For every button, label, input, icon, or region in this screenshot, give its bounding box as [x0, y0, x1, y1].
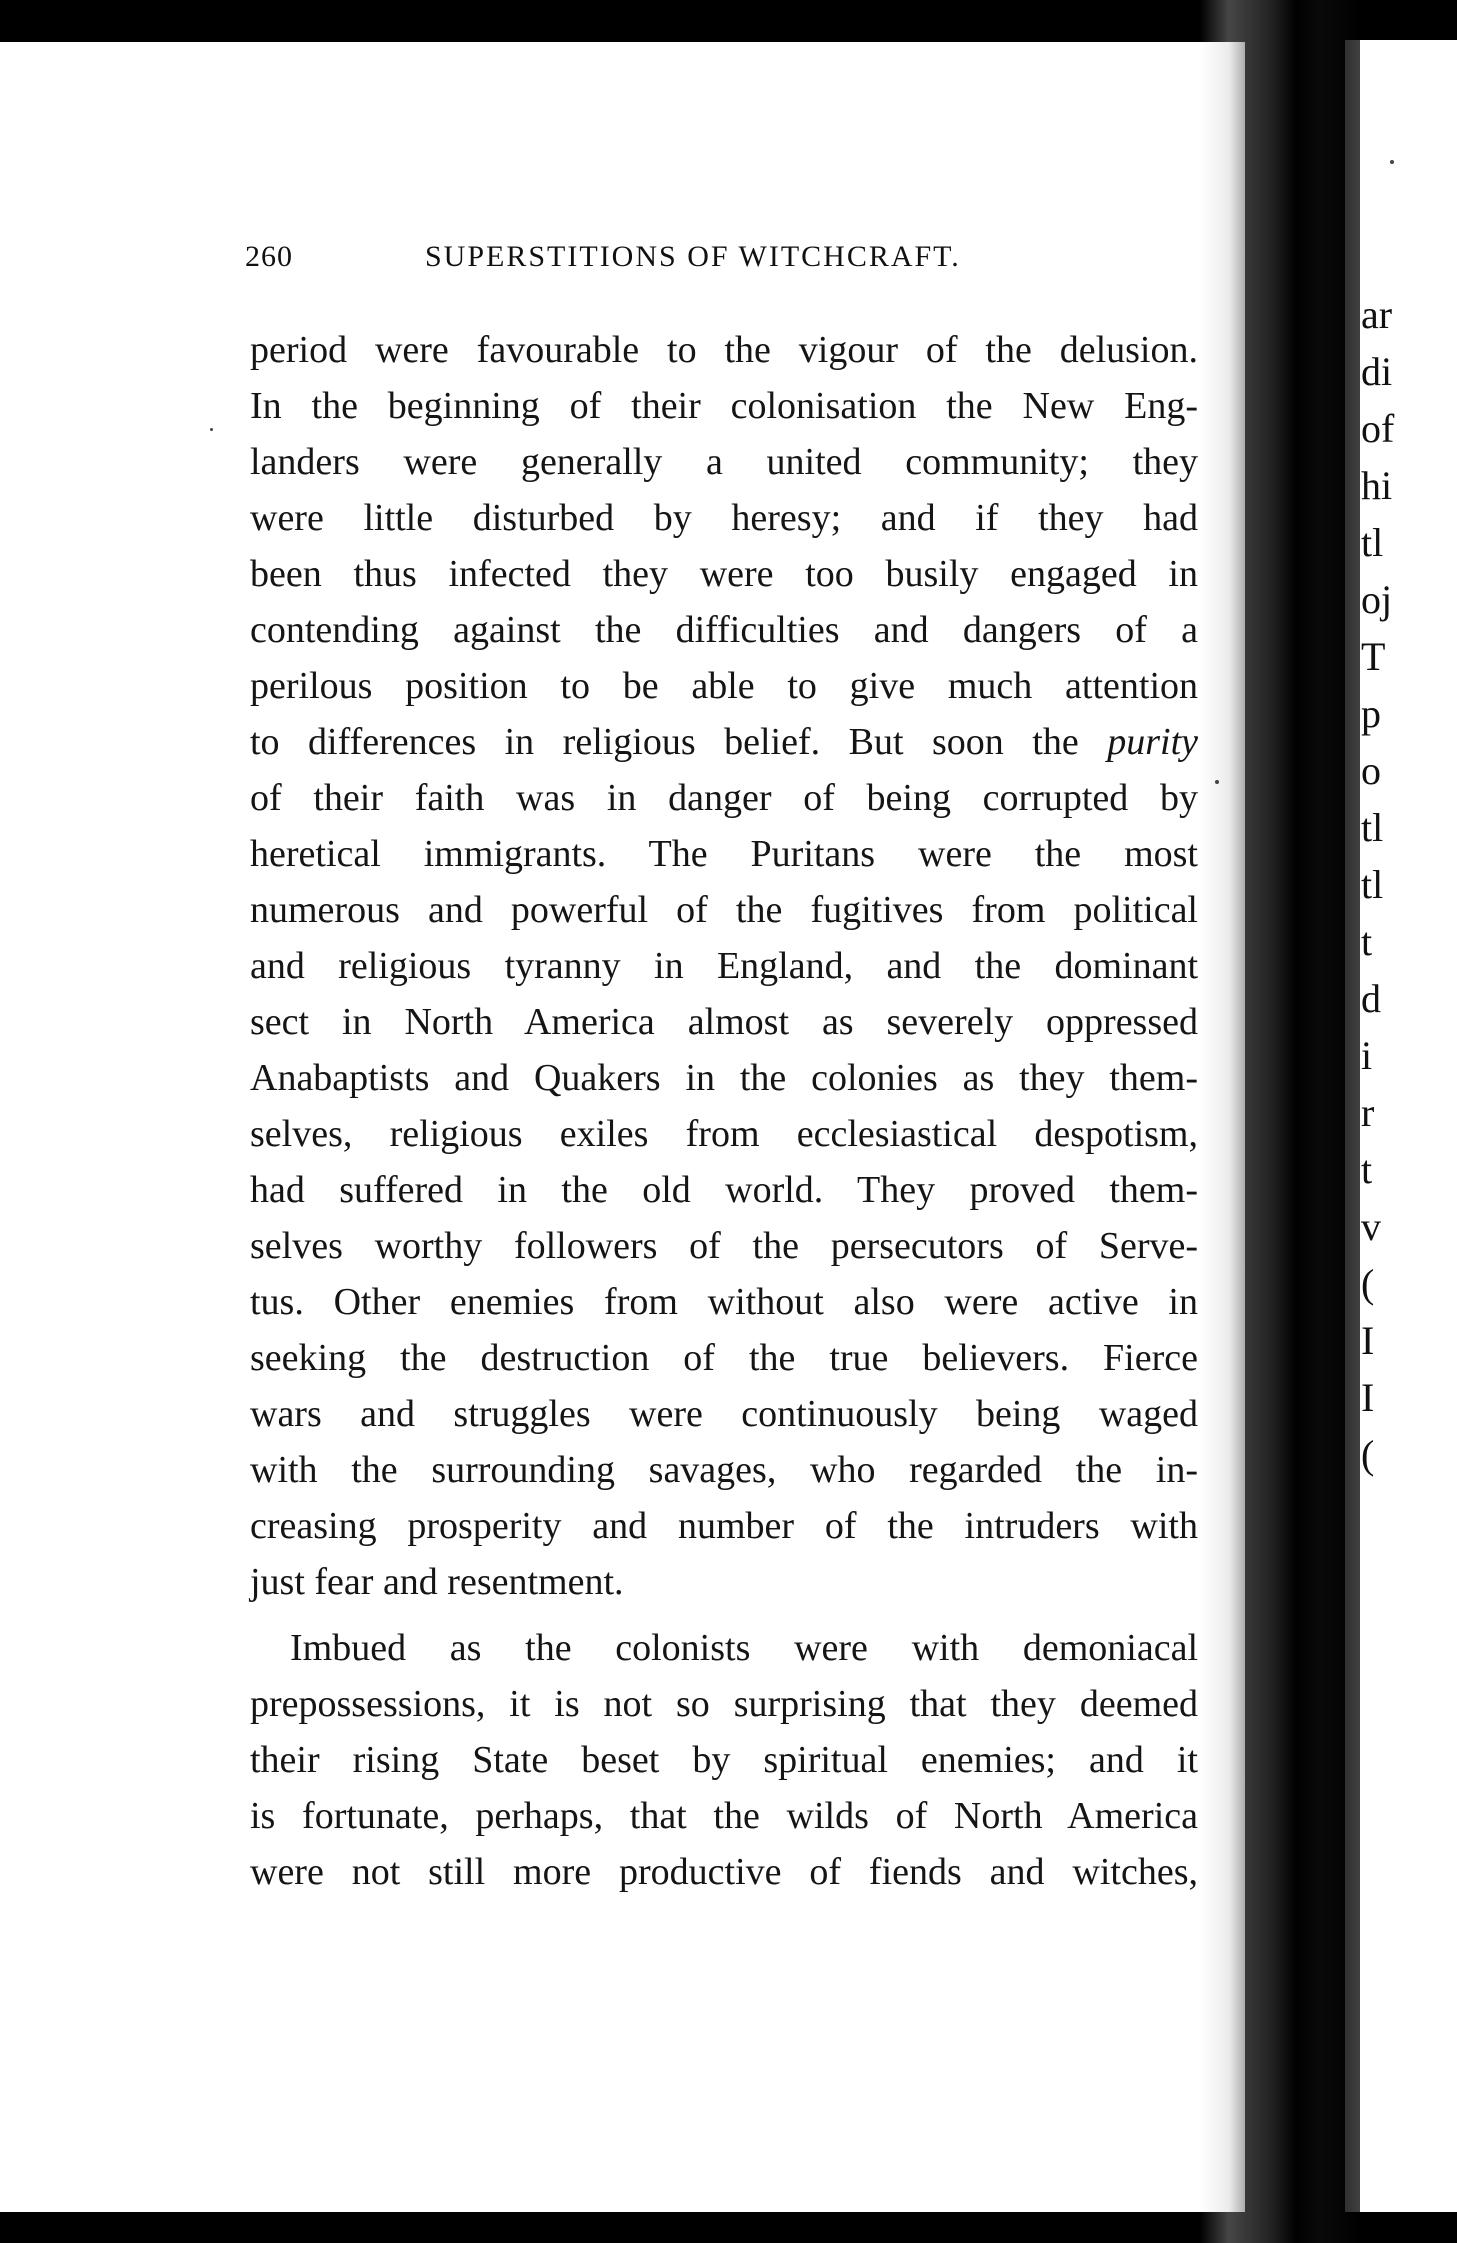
text-line: period were favourable to the vigour of the delusion. [250, 329, 1198, 371]
right-page-fragment: d [1361, 976, 1381, 1021]
right-page-fragment: t [1361, 919, 1373, 964]
book-gutter-shadow [1200, 0, 1360, 2243]
text-line: selves worthy followers of the persecutors of Serve- [250, 1225, 1198, 1267]
text-line: been thus infected they were too busily engaged in [250, 553, 1198, 595]
scan-speck [1390, 160, 1394, 164]
scan-speck [1215, 780, 1219, 784]
text-line: Imbued as the colonists were with demoniacal [290, 1627, 1198, 1669]
text-line: had suffered in the old world. They proved them- [250, 1169, 1198, 1211]
right-page-fragment: tl [1361, 805, 1384, 850]
text-line: Anabaptists and Quakers in the colonies as they them- [250, 1057, 1198, 1099]
text-line: numerous and powerful of the fugitives from political [250, 889, 1198, 931]
text-line: to differences in religious belief. But soon the purity [250, 721, 1198, 763]
text-line: perilous position to be able to give much attention [250, 665, 1198, 707]
right-page-fragment: ar [1361, 292, 1393, 337]
right-page-fragment: T [1361, 634, 1386, 679]
page-number: 260 [245, 240, 293, 273]
right-page-fragment: v [1361, 1204, 1381, 1249]
right-page-fragment: ( [1361, 1432, 1375, 1477]
right-page-fragment: hi [1361, 463, 1393, 508]
right-page-fragment: r [1361, 1090, 1375, 1135]
text-line: tus. Other enemies from without also were active in [250, 1281, 1198, 1323]
text-line: of their faith was in danger of being corrupted by [250, 777, 1198, 819]
italic-word: purity [1107, 721, 1198, 763]
text-line: heretical immigrants. The Puritans were the most [250, 833, 1198, 875]
right-page-edge [1345, 40, 1457, 2212]
right-page-fragment: o [1361, 748, 1381, 793]
text-line: were little disturbed by heresy; and if they had [250, 497, 1198, 539]
text-line: sect in North America almost as severely oppressed [250, 1001, 1198, 1043]
right-page-fragment: ( [1361, 1261, 1375, 1306]
right-page-fragment: p [1361, 691, 1381, 736]
text-line: just fear and resentment. [250, 1561, 624, 1603]
right-page-fragment: I [1361, 1375, 1375, 1420]
paragraph-gap [250, 1610, 1198, 1620]
right-page-fragment: t [1361, 1147, 1373, 1192]
text-line: prepossessions, it is not so surprising that they deemed [250, 1683, 1198, 1725]
text-line: selves, religious exiles from ecclesiastical despotism, [250, 1113, 1198, 1155]
text-line: creasing prosperity and number of the intruders with [250, 1505, 1198, 1547]
text-line: seeking the destruction of the true believers. Fierce [250, 1337, 1198, 1379]
text-line: is fortunate, perhaps, that the wilds of North America [250, 1795, 1198, 1837]
running-head: SUPERSTITIONS OF WITCHCRAFT. [425, 240, 961, 273]
text-line: contending against the difficulties and dangers of a [250, 609, 1198, 651]
right-page-fragment: i [1361, 1033, 1373, 1078]
text-line: with the surrounding savages, who regarded the in- [250, 1449, 1198, 1491]
text-line: were not still more productive of fiends and witches, [250, 1851, 1198, 1893]
text-line: landers were generally a united community; they [250, 441, 1198, 483]
text-line: In the beginning of their colonisation the New Eng- [250, 385, 1198, 427]
right-page-fragment: I [1361, 1318, 1375, 1363]
body-text [250, 322, 1198, 1900]
right-page-fragment: of [1361, 406, 1395, 451]
scan-speck [210, 428, 213, 431]
right-page-fragment: tl [1361, 862, 1384, 907]
paragraph-2 [250, 1620, 1198, 1900]
right-page-fragment: tl [1361, 520, 1384, 565]
paragraph-1 [250, 322, 1198, 1610]
text-line: wars and struggles were continuously being waged [250, 1393, 1198, 1435]
right-page-fragment: oj [1361, 577, 1393, 622]
text-line: their rising State beset by spiritual enemies; and it [250, 1739, 1198, 1781]
right-page-fragment: di [1361, 349, 1393, 394]
text-line: and religious tyranny in England, and the dominant [250, 945, 1198, 987]
